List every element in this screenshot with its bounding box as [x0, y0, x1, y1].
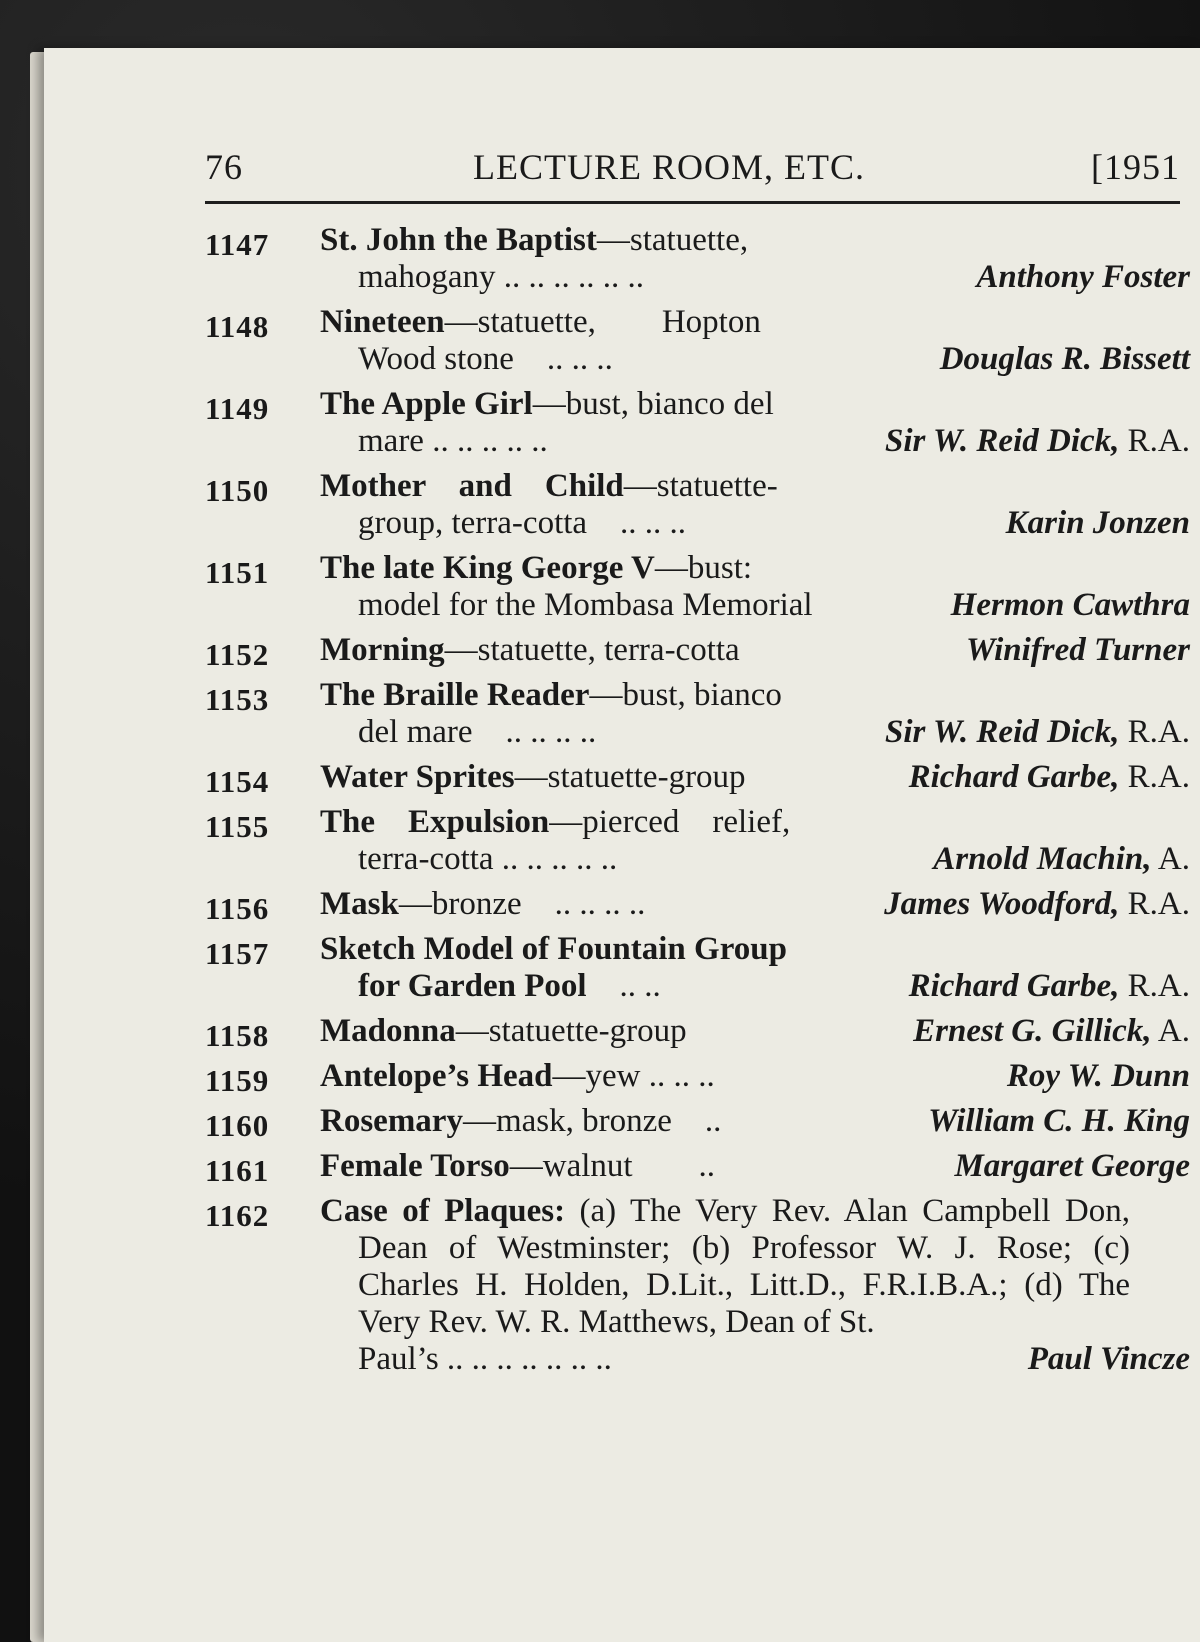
entry-continuation: Paul’s .. .. .. .. .. .. .. [358, 1341, 612, 1377]
catalogue-entry [205, 304, 1190, 378]
entry-description: —bronze .. .. .. .. [398, 886, 646, 922]
entry-number: 1160 [205, 1108, 270, 1143]
entry-description: (a) The Very Rev. Alan Campbell Don, Dean of Westminster; (b) Professor W. J. Rose; (c) Charles H. Holden, D.Lit., Litt.D., F.R.I.B.A.; (d) The Very Rev. W. R. Matthews, Dean of St. [358, 1193, 1131, 1340]
entry-number: 1154 [205, 764, 270, 799]
catalogue-entry [205, 468, 1190, 542]
entry-title: Antelope’s Head [320, 1058, 553, 1094]
entry-artist: Douglas R. Bissett [939, 341, 1190, 377]
entry-artist: Sir W. Reid Dick, R.A. [885, 714, 1190, 750]
catalogue-entry [205, 1013, 1190, 1053]
catalogue-entry [205, 931, 1190, 1005]
entry-description: —bust, bianco [589, 677, 782, 713]
entry-continuation: terra-cotta .. .. .. .. .. [358, 841, 618, 877]
page-year: [1951 [1091, 147, 1180, 187]
entry-artist: Margaret George [954, 1148, 1190, 1184]
catalogue-entry [205, 677, 1190, 751]
entry-artist: Hermon Cawthra [950, 587, 1190, 623]
entry-title: Case of Plaques: [320, 1193, 566, 1229]
entry-number: 1162 [205, 1198, 270, 1233]
entry-number: 1151 [205, 555, 270, 590]
entry-continuation: Wood stone .. .. .. [358, 341, 613, 377]
entry-title: Morning [320, 632, 445, 668]
entry-artist: Karin Jonzen [1005, 505, 1190, 541]
entry-number: 1159 [205, 1063, 270, 1098]
entry-number: 1148 [205, 309, 270, 344]
entry-number: 1161 [205, 1153, 270, 1188]
entry-description: —bust, bianco del [532, 386, 774, 422]
catalogue-entry [205, 759, 1190, 799]
entry-number: 1150 [205, 473, 270, 508]
entry-description: —statuette, [596, 222, 749, 258]
page-heading: LECTURE ROOM, ETC. [473, 147, 865, 187]
entry-title: Mother and Child [320, 468, 624, 504]
catalogue-entry [205, 222, 1190, 296]
entry-description: —walnut .. [509, 1148, 716, 1184]
entry-description: —statuette, Hopton [444, 304, 761, 340]
entry-title: Madonna [320, 1013, 456, 1049]
catalogue-entry [205, 1148, 1190, 1188]
entry-title: Rosemary [320, 1103, 463, 1139]
entry-title: Mask [320, 886, 399, 922]
entry-description: —statuette- [623, 468, 778, 504]
entry-description: —yew .. .. .. [552, 1058, 715, 1094]
entry-paragraph [205, 1193, 1130, 1341]
entry-title: The Expulsion [320, 804, 550, 840]
entry-artist: William C. H. King [928, 1103, 1190, 1139]
entry-description: —pierced relief, [549, 804, 791, 840]
entry-title: Nineteen [320, 304, 445, 340]
entry-artist: Winifred Turner [965, 632, 1190, 668]
entry-artist: Richard Garbe, R.A. [908, 968, 1190, 1004]
entry-title: Sketch Model of Fountain Group [320, 931, 787, 967]
entry-number: 1156 [205, 891, 270, 926]
entry-artist: Richard Garbe, R.A. [908, 759, 1190, 795]
entry-number: 1147 [205, 227, 270, 262]
catalogue-entry [205, 386, 1190, 460]
entry-description: —bust: [654, 550, 753, 586]
entry-number: 1155 [205, 809, 270, 844]
catalogue-entry [205, 804, 1190, 878]
entry-title: Water Sprites [320, 759, 515, 795]
catalogue-entry [205, 632, 1190, 672]
entry-artist: James Woodford, R.A. [884, 886, 1190, 922]
entry-title: The late King George V [320, 550, 655, 586]
entry-continuation: mahogany .. .. .. .. .. .. [358, 259, 644, 295]
catalogue-entry [205, 1058, 1190, 1098]
entry-number: 1157 [205, 936, 270, 971]
entry-continuation: del mare .. .. .. .. [358, 714, 597, 750]
entry-description: —mask, bronze .. [462, 1103, 722, 1139]
entry-artist: Paul Vincze [1027, 1341, 1190, 1377]
catalogue-entry [205, 886, 1190, 926]
entry-title: The Apple Girl [320, 386, 533, 422]
entry-number: 1152 [205, 637, 270, 672]
catalogue-entry [205, 550, 1190, 624]
entry-artist: Anthony Foster [976, 259, 1190, 295]
entry-continuation: for Garden Pool [358, 968, 587, 1004]
catalogue-entries [205, 222, 1190, 1386]
entry-artist: Arnold Machin, A. [933, 841, 1190, 877]
entry-number: 1149 [205, 391, 270, 426]
entry-continuation: group, terra-cotta .. .. .. [358, 505, 687, 541]
entry-title: The Braille Reader [320, 677, 590, 713]
entry-description: —statuette-group [514, 759, 746, 795]
entry-title: St. John the Baptist [320, 222, 597, 258]
page-number: 76 [205, 147, 243, 187]
running-head [205, 140, 1180, 190]
entry-continuation: mare .. .. .. .. .. [358, 423, 548, 459]
entry-artist: Roy W. Dunn [1006, 1058, 1190, 1094]
entry-leader-dots: .. .. [586, 968, 661, 1004]
entry-number: 1153 [205, 682, 270, 717]
entry-number: 1158 [205, 1018, 270, 1053]
entry-artist: Sir W. Reid Dick, R.A. [885, 423, 1190, 459]
entry-title: Female Torso [320, 1148, 510, 1184]
entry-description: —statuette, terra-cotta [444, 632, 740, 668]
entry-continuation: model for the Mombasa Memorial [358, 587, 813, 623]
catalogue-entry [205, 1193, 1190, 1378]
entry-artist: Ernest G. Gillick, A. [913, 1013, 1190, 1049]
catalogue-entry [205, 1103, 1190, 1143]
header-rule [205, 201, 1180, 204]
entry-description: —statuette-group [455, 1013, 687, 1049]
